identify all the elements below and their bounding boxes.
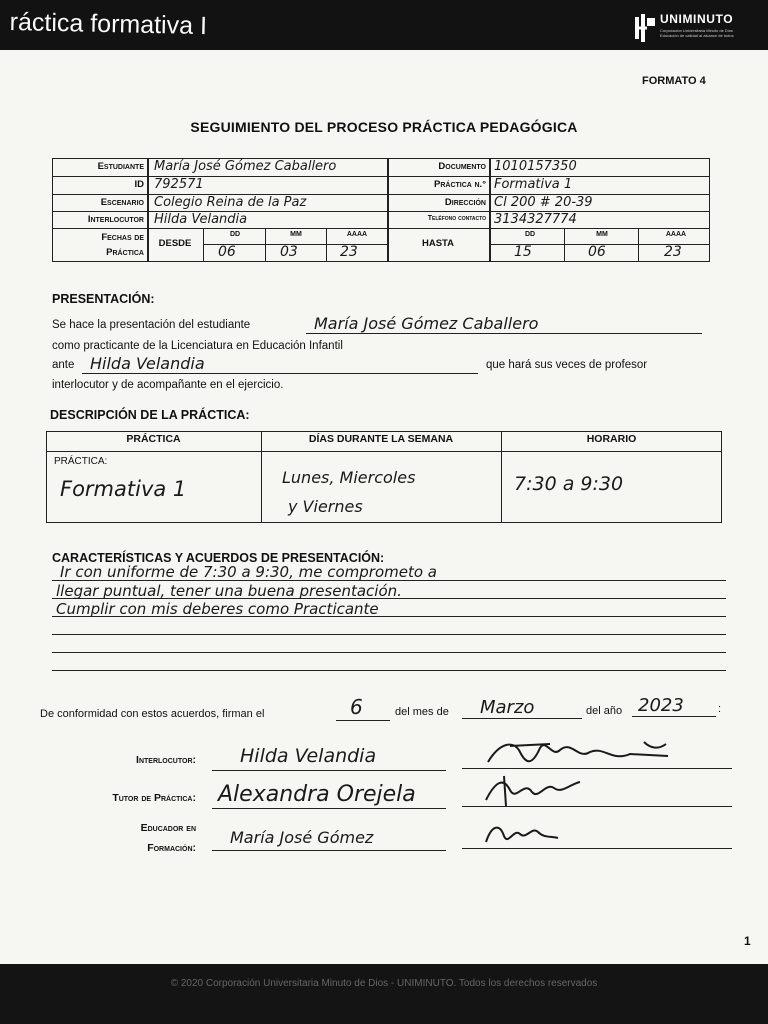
presentacion-suffix: que hará sus veces de profesor xyxy=(486,359,648,371)
date-col-divider xyxy=(265,228,266,262)
acuerdos-text-1: Ir con uniforme de 7:30 a 9:30, me comprometo a xyxy=(60,563,437,581)
practice-table xyxy=(46,431,722,523)
date-col-divider xyxy=(638,228,639,262)
tutor-name: Alexandra Orejela xyxy=(218,782,416,807)
tutor-signature xyxy=(480,772,590,808)
date-col-divider xyxy=(564,228,565,262)
escenario-value: Colegio Reina de la Paz xyxy=(154,195,307,210)
practica-label: Práctica xyxy=(106,247,144,258)
interlocutor-name-line xyxy=(212,770,446,771)
descripcion-title: DESCRIPCIÓN DE LA PRÁCTICA: xyxy=(50,408,250,422)
interlocutor-name: Hilda Velandia xyxy=(240,745,377,767)
logo-subtitle: Corporación Universitaria Minuto de Dios xyxy=(660,28,733,33)
acuerdos-text-3: Cumplir con mis deberes como Practicante xyxy=(56,600,379,618)
row-divider xyxy=(52,211,710,212)
logo-tagline: Educación de calidad al alcance de todos xyxy=(660,33,734,38)
educador-name-line xyxy=(212,850,446,851)
practica-cell-label: PRÁCTICA: xyxy=(54,456,108,467)
dias-line1: Lunes, Miercoles xyxy=(282,468,416,487)
hasta-label: HASTA xyxy=(421,238,455,249)
page-number: 1 xyxy=(744,934,751,948)
desde-mm-value: 03 xyxy=(280,244,298,260)
educador-signature-line xyxy=(462,848,732,849)
interlocutor-value: Hilda Velandia xyxy=(154,212,248,227)
interlocutor-sign-label: Interlocutor: xyxy=(136,754,196,766)
acuerdos-line xyxy=(52,670,726,671)
footer-bar xyxy=(0,964,768,1024)
id-value: 792571 xyxy=(154,177,204,192)
presentacion-title: PRESENTACIÓN: xyxy=(52,292,155,306)
estudiante-label: Estudiante xyxy=(97,161,144,172)
header-bar xyxy=(0,0,768,50)
tutor-sign-label: Tutor de Práctica: xyxy=(112,792,196,804)
acuerdos-title: CARACTERÍSTICAS Y ACUERDOS DE PRESENTACIÓN: xyxy=(52,551,385,565)
interlocutor-underline xyxy=(82,373,478,374)
desde-mm-label: MM xyxy=(290,231,302,238)
acuerdos-text-2: llegar puntual, tener una buena presentación. xyxy=(56,582,402,600)
practica-n-label: Práctica n.° xyxy=(434,179,486,190)
uniminuto-logo xyxy=(634,10,752,46)
practica-value: Formativa 1 xyxy=(60,477,187,501)
page-title: SEGUIMIENTO DEL PROCESO PRÁCTICA PEDAGÓGICA xyxy=(190,119,578,135)
uniminuto-logo-icon xyxy=(634,14,656,42)
desde-dd-label: DD xyxy=(229,231,241,238)
id-label: ID xyxy=(134,179,144,190)
logo-text: UNIMINUTO xyxy=(660,12,734,26)
hasta-mm-value: 06 xyxy=(588,244,606,260)
presentacion-ante: ante xyxy=(52,359,75,371)
acuerdos-line xyxy=(52,634,726,635)
dias-line2: y Viernes xyxy=(288,497,363,516)
hasta-aaaa-value: 23 xyxy=(664,244,682,260)
telefono-label: Teléfono contacto xyxy=(427,215,486,222)
acuerdos-line xyxy=(52,652,726,653)
student-info-table xyxy=(52,158,710,262)
direccion-value: Cl 200 # 20-39 xyxy=(494,195,593,210)
presentacion-line1: Se hace la presentación del estudiante xyxy=(52,319,251,331)
day-underline xyxy=(336,720,390,721)
tutor-name-line xyxy=(212,808,446,809)
hasta-dd-value: 15 xyxy=(514,244,532,260)
year-underline xyxy=(632,716,716,717)
fechas-label: Fechas de xyxy=(101,232,144,243)
direccion-label: Dirección xyxy=(444,197,486,208)
col-horario: HORARIO xyxy=(586,433,637,445)
hasta-aaaa-label: AAAA xyxy=(665,231,687,238)
month-underline xyxy=(462,718,582,719)
interlocutor-label: Interlocutor xyxy=(87,214,144,225)
conformidad-month: Marzo xyxy=(480,697,535,718)
estudiante-value: María José Gómez Caballero xyxy=(154,159,337,174)
documento-value: 1010157350 xyxy=(494,159,577,174)
hasta-dd-label: DD xyxy=(524,231,536,238)
row-divider xyxy=(52,194,710,195)
student-underline xyxy=(306,333,702,334)
conformidad-day: 6 xyxy=(350,695,363,719)
educador-name: María José Gómez xyxy=(230,828,374,847)
escenario-label: Escenario xyxy=(100,197,144,208)
presentacion-student: María José Gómez Caballero xyxy=(314,314,539,333)
conformidad-end: : xyxy=(718,703,722,715)
desde-dd-value: 06 xyxy=(218,244,236,260)
formacion-sign-label: Formación: xyxy=(147,842,196,854)
interlocutor-signature xyxy=(480,732,680,772)
col-practica: PRÁCTICA xyxy=(126,433,181,445)
presentacion-line2: como practicante de la Licenciatura en Educación Infantil xyxy=(52,340,343,352)
presentacion-line4: interlocutor y de acompañante en el ejercicio. xyxy=(52,379,284,391)
horario-value: 7:30 a 9:30 xyxy=(514,473,624,495)
footer-copyright: © 2020 Corporación Universitaria Minuto de Dios - UNIMINUTO. Todos los derechos reservados xyxy=(170,978,598,989)
hasta-mm-label: MM xyxy=(596,231,608,238)
format-label: FORMATO 4 xyxy=(642,75,706,87)
row-divider xyxy=(52,176,710,177)
educador-sign-label: Educador en xyxy=(140,822,196,834)
conformidad-mid1: del mes de xyxy=(395,706,449,718)
documento-label: Documento xyxy=(438,161,486,172)
desde-aaaa-label: AAAA xyxy=(346,231,368,238)
educador-signature xyxy=(482,818,562,848)
col-dias: DÍAS DURANTE LA SEMANA xyxy=(308,433,454,445)
conformidad-prefix: De conformidad con estos acuerdos, firman el xyxy=(40,708,265,720)
conformidad-mid2: del año xyxy=(586,705,623,717)
header-title: ráctica formativa I xyxy=(9,8,208,41)
conformidad-year: 2023 xyxy=(638,695,684,716)
practice-header-rule xyxy=(46,451,722,452)
desde-label: DESDE xyxy=(158,238,192,249)
practica-n-value: Formativa 1 xyxy=(494,177,573,192)
presentacion-interlocutor: Hilda Velandia xyxy=(90,354,205,373)
telefono-value: 3134327774 xyxy=(494,212,577,227)
desde-aaaa-value: 23 xyxy=(340,244,358,260)
date-col-divider xyxy=(326,228,327,262)
